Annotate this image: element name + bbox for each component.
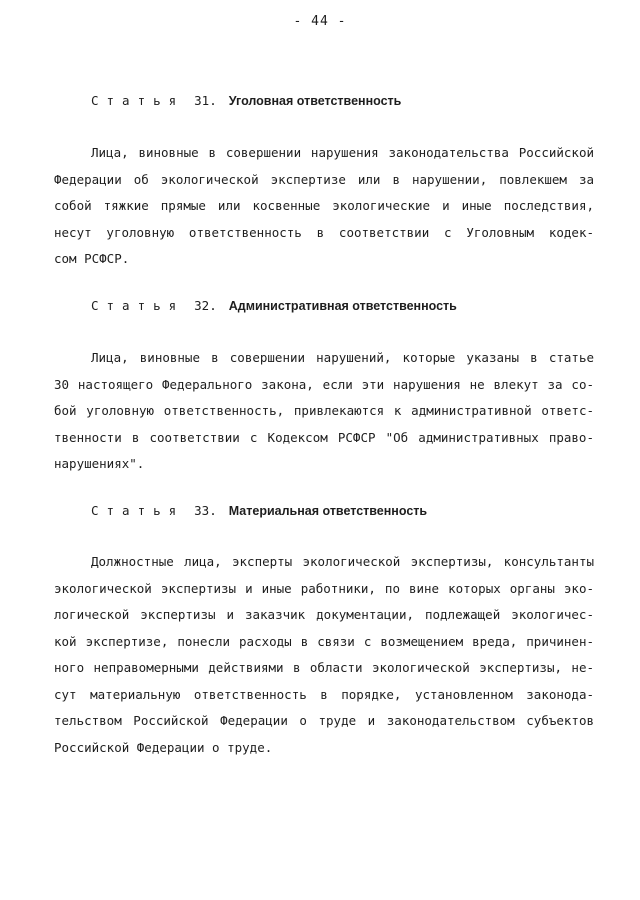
text-line: Лица, виновные в совершении нарушений, которые указаны в статье [91,350,594,365]
article-word: Статья [91,93,185,108]
article-heading-31 [91,93,401,109]
text-line: нарушениях". [54,456,145,471]
article-title: Административная ответственность [228,299,457,313]
text-line: Должностные лица, эксперты экологической экспертизы, консультанты [91,554,594,569]
article-word: Статья [91,298,185,313]
text-line: 30 настоящего Федерального закона, если эти нарушения не влекут за со- [54,376,594,392]
text-line: несут уголовную ответственность в соответствии с Уголовным кодек- [54,224,594,240]
text-line: кой экспертизе, понесли расходы в связи с возмещением вреда, причинен- [54,633,594,649]
text-line: собой тяжкие прямые или косвенные экологические и иные последствия, [54,198,594,213]
article-text-33 [54,549,594,761]
text-line: бой уголовную ответственность, привлекаются к административной ответс- [54,403,594,418]
text-line: сом РСФСР. [54,251,130,266]
article-number: 33. [194,503,217,518]
article-text-32 [54,345,594,478]
article-number: 32. [194,298,217,313]
text-line: Федерации об экологической экспертизе или в нарушении, повлекшем за [54,171,594,187]
article-heading-33 [91,503,427,519]
text-line: Лица, виновные в совершении нарушения законодательства Российской [91,145,594,160]
article-word: Статья [91,503,185,518]
article-number: 31. [194,93,217,108]
text-line: экологической экспертизы и иные работники, по вине которых органы эко- [54,580,594,596]
text-line: ного неправомерными действиями в области экологической экспертизы, не- [54,660,594,675]
text-line: тельством Российской Федерации о труде и законодательством субъектов [54,713,594,728]
text-line: сут материальную ответственность в порядке, установленном законода- [54,686,594,702]
article-text-31 [54,140,594,273]
article-title: Материальная ответственность [228,504,428,518]
text-line: логической экспертизы и заказчик документации, подлежащей экологичес- [54,607,594,622]
page-number: - 44 - [293,14,347,29]
article-title: Уголовная ответственность [228,94,402,108]
text-line: твенности в соответствии с Кодексом РСФСР "Об административных право- [54,429,594,445]
article-heading-32 [91,298,457,314]
text-line: Российской Федерации о труде. [54,739,273,755]
